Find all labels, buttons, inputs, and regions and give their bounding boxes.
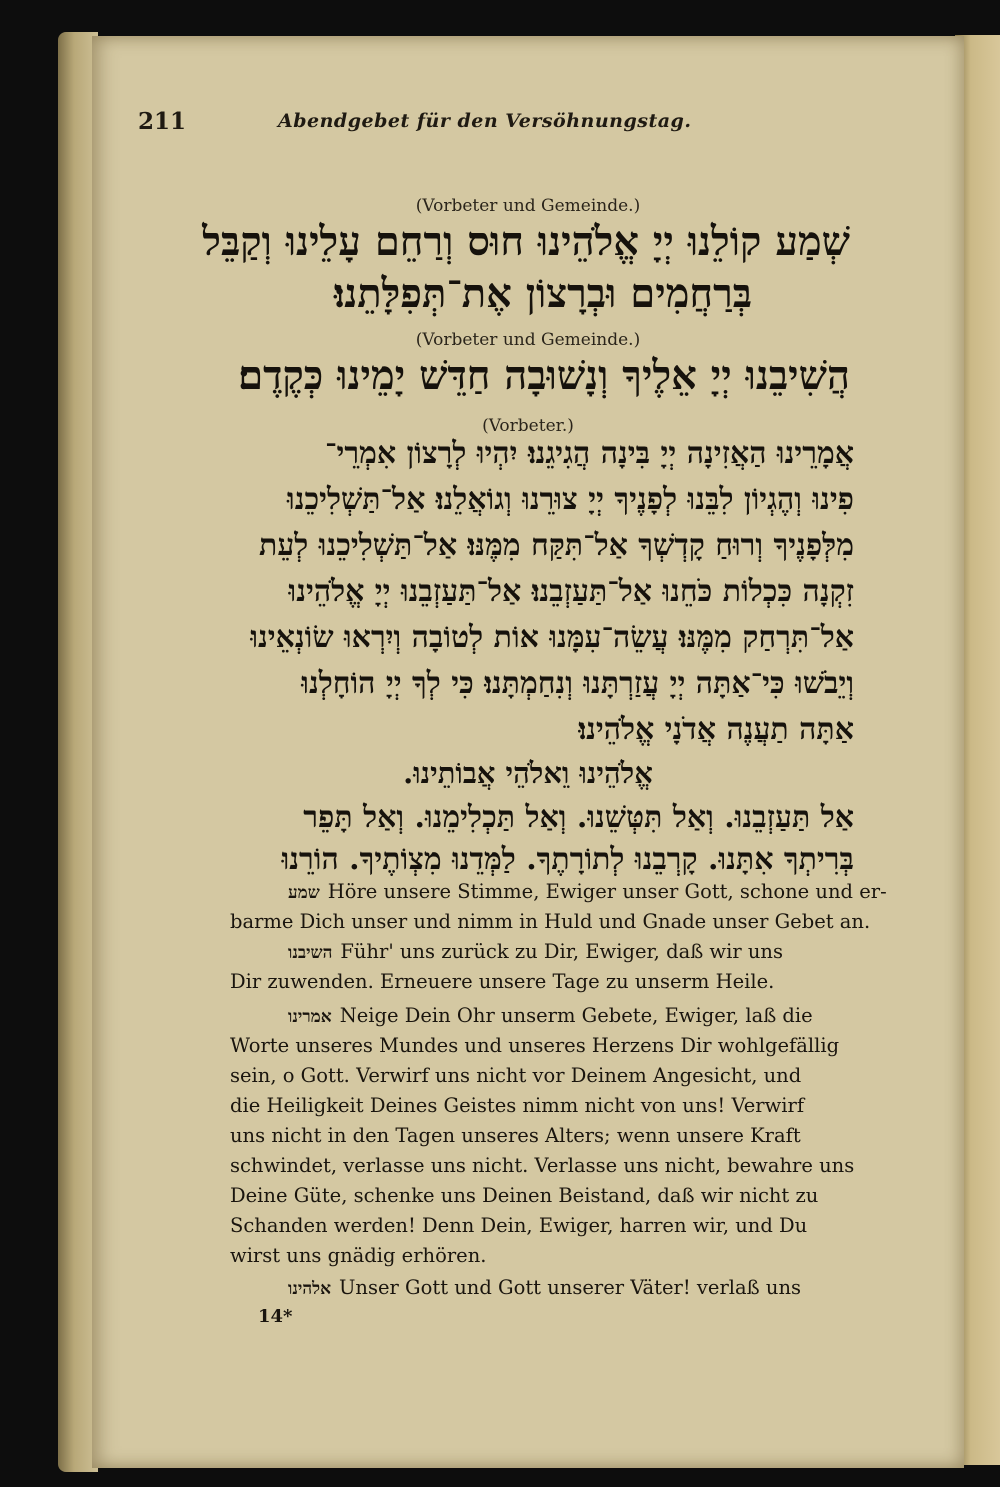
german-line: wirst uns gnädig erhören. [230, 1244, 487, 1267]
page-header [138, 108, 758, 148]
hebrew-block3-line7: אַתָּה תַעֲנֶה אֲדֹנָי אֱלֹהֵינוּ׃ [578, 712, 854, 747]
german-line: uns nicht in den Tagen unseres Alters; wenn unsere Kraft [230, 1124, 801, 1147]
hebrew-block3-line5: אַל־תִּרְחַק מִמֶּנּוּ׃ עֲשֵׂה־עִמָּנוּ אוֹת לְטוֹבָה וְיִרְאוּ שׂוֹנְאֵינוּ [250, 620, 854, 655]
running-title: Abendgebet für den Versöhnungstag. [278, 110, 692, 132]
hebrew-block3-line4: זִקְנָה כִּכְלוֹת כֹּחֵנוּ אַל־תַּעַזְבֵנוּ׃ אַל־תַּעַזְבֵנוּ יְיָ אֱלֹהֵינוּ [288, 574, 854, 609]
german-line: שמע Höre unsere Stimme, Ewiger unser Gott, schone und er- [288, 880, 887, 903]
hebrew-block2-line1: הֲשִׁיבֵנוּ יְיָ אֵלֶיךָ וְנָשׁוּבָה חַדֵּשׁ יָמֵינוּ כְּקֶדֶם׃ [238, 352, 850, 399]
hebrew-reference: השיבנו [288, 943, 333, 963]
hebrew-block3-line2: פִינוּ וְהֶגְיוֹן לִבֵּנוּ לְפָנֶיךָ יְיָ צוּרֵנוּ וְגוֹאֲלֵנוּ׃ אַל־תַּשְׁלִיכֵנוּ [287, 482, 854, 517]
caption-vorbeter: (Vorbeter.) [482, 416, 574, 436]
german-line: אמרינו Neige Dein Ohr unserm Gebete, Ewiger, laß die [288, 1004, 813, 1027]
hebrew-block3-line1: אֲמָרֵינוּ הַאֲזִינָה יְיָ בִּינָה הֲגִיגֵנוּ׃ יִהְיוּ לְרָצוֹן אִמְרֵי־ [325, 436, 854, 471]
german-line: Dir zuwenden. Erneuere unsere Tage zu unserm Heile. [230, 970, 775, 993]
german-line: barme Dich unser und nimm in Huld und Gnade unser Gebet an. [230, 910, 871, 933]
hebrew-reference: אלהינו [288, 1279, 331, 1299]
hebrew-block1-line1: שְׁמַע קוֹלֵנוּ יְיָ אֱלֹהֵינוּ חוּס וְרַחֵם עָלֵינוּ וְקַבֵּל [202, 218, 850, 265]
hebrew-block3-line3: מִלְּפָנֶיךָ וְרוּחַ קָדְשְׁךָ אַל־תִּקַּח מִמֶּנּוּ׃ אַל־תַּשְׁלִיכֵנוּ לְעֵת [259, 528, 854, 563]
german-line: schwindet, verlasse uns nicht. Verlasse uns nicht, bewahre uns [230, 1154, 855, 1177]
hebrew-block3-line6: וְיֵבֹשׁוּ כִּי־אַתָּה יְיָ עֲזַרְתָּנוּ וְנִחַמְתָּנוּ׃ כִּי לְךָ יְיָ הוֹחָלְנוּ [301, 666, 854, 701]
hebrew-block1-line2: בְּרַחֲמִים וּבְרָצוֹן אֶת־תְּפִלָּתֵנוּ׃ [333, 270, 752, 317]
hebrew-block4-line1: אַל תַּעַזְבֵנוּ. וְאַל תִּטְּשֵׁנוּ. וְאַל תַּכְלִימֵנוּ. וְאַל תָּפֵר [303, 800, 854, 835]
german-line: Deine Güte, schenke uns Deinen Beistand, daß wir nicht zu [230, 1184, 819, 1207]
hebrew-reference: שמע [288, 883, 320, 903]
german-line: Worte unseres Mundes und unseres Herzens Dir wohlgefällig [230, 1034, 840, 1057]
german-line: Schanden werden! Denn Dein, Ewiger, harren wir, und Du [230, 1214, 808, 1237]
caption-vorbeter-gemeinde-1: (Vorbeter und Gemeinde.) [415, 196, 641, 216]
german-line: die Heiligkeit Deines Geistes nimm nicht von uns! Verwirf [230, 1094, 805, 1117]
printer-signature: 14* [258, 1306, 293, 1327]
german-line: sein, o Gott. Verwirf uns nicht vor Deinem Angesicht, und [230, 1064, 802, 1087]
german-line: השיבנו Führ' uns zurück zu Dir, Ewiger, daß wir uns [288, 940, 783, 963]
hebrew-block4-line2: בְּרִיתְךָ אִתָּנוּ. קָרְבֵנוּ לְתוֹרָתֶךָ. לַמְּדֵנוּ מִצְוֹתֶיךָ. הוֹרֵנוּ [281, 842, 854, 877]
hebrew-reference: אמרינו [288, 1007, 332, 1027]
caption-vorbeter-gemeinde-2: (Vorbeter und Gemeinde.) [415, 330, 641, 350]
hebrew-heading-elohenu: אֱלֹהֵינוּ וֵאלֹהֵי אֲבוֹתֵינוּ. [403, 756, 653, 790]
german-line: אלהינו Unser Gott und Gott unserer Väter! verlaß uns [288, 1276, 802, 1299]
page-number: 211 [138, 108, 187, 135]
